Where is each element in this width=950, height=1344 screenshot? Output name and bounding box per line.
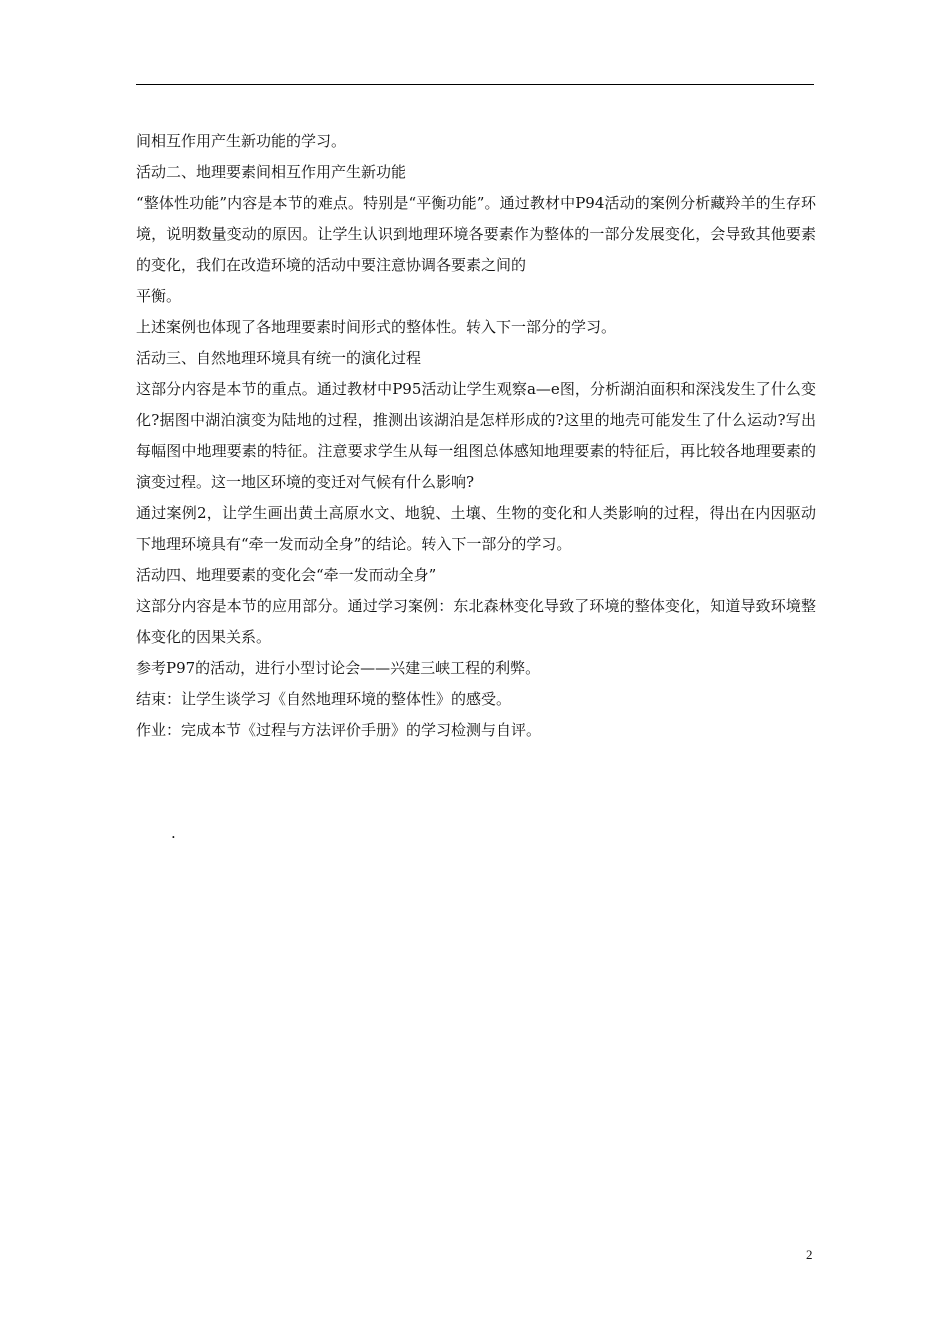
heading-activity-two: 活动二、地理要素间相互作用产生新功能 [136, 163, 407, 181]
paragraph-homework: 作业：完成本节《过程与方法评价手册》的学习检测与自评。 [136, 721, 542, 739]
header-rule [136, 84, 814, 85]
page-number: 2 [806, 1247, 813, 1262]
paragraph-lake-evolution: 这部分内容是本节的重点。通过教材中P95活动让学生观察a—e图，分析湖泊面积和深浅发生了什么变化?据图中湖泊演变为陆地的过程，推测出该湖泊是怎样形成的?这里的地壳可能发生了什么运动?写出每幅图中地理要素的特征。注意要求学生从每一组图总体感知地理要素的特征后，再比较各地理要素的演变过程。这一地区环境的变迁对气候有什么影响? [136, 380, 816, 491]
paragraph-continuation: 间相互作用产生新功能的学习。 [136, 132, 347, 150]
heading-activity-three: 活动三、自然地理环境具有统一的演化过程 [136, 349, 422, 367]
paragraph-transition-one: 上述案例也体现了各地理要素时间形式的整体性。转入下一部分的学习。 [136, 318, 617, 336]
paragraph-northeast-forest-case: 这部分内容是本节的应用部分。通过学习案例：东北森林变化导致了环境的整体变化，知道导致环境整体变化的因果关系。 [136, 597, 816, 646]
trailing-dot: . [171, 824, 176, 842]
paragraph-conclusion: 结束：让学生谈学习《自然地理环境的整体性》的感受。 [136, 690, 512, 708]
paragraph-loess-plateau-case: 通过案例2，让学生画出黄土高原水文、地貌、土壤、生物的变化和人类影响的过程，得出在内因驱动下地理环境具有“牵一发而动全身”的结论。转入下一部分的学习。 [136, 504, 816, 553]
paragraph-balance-function: “整体性功能”内容是本节的难点。特别是“平衡功能”。通过教材中P94活动的案例分析藏羚羊的生存环境，说明数量变动的原因。让学生认识到地理环境各要素作为整体的一部分发展变化，会导致其他要素的变化，我们在改造环境的活动中要注意协调各要素之间的 [136, 194, 816, 274]
heading-activity-four: 活动四、地理要素的变化会“牵一发而动全身” [136, 566, 437, 584]
paragraph-three-gorges-discussion: 参考P97的活动，进行小型讨论会——兴建三峡工程的利弊。 [136, 659, 541, 677]
body-text [136, 126, 816, 746]
paragraph-balance-end: 平衡。 [136, 287, 182, 305]
